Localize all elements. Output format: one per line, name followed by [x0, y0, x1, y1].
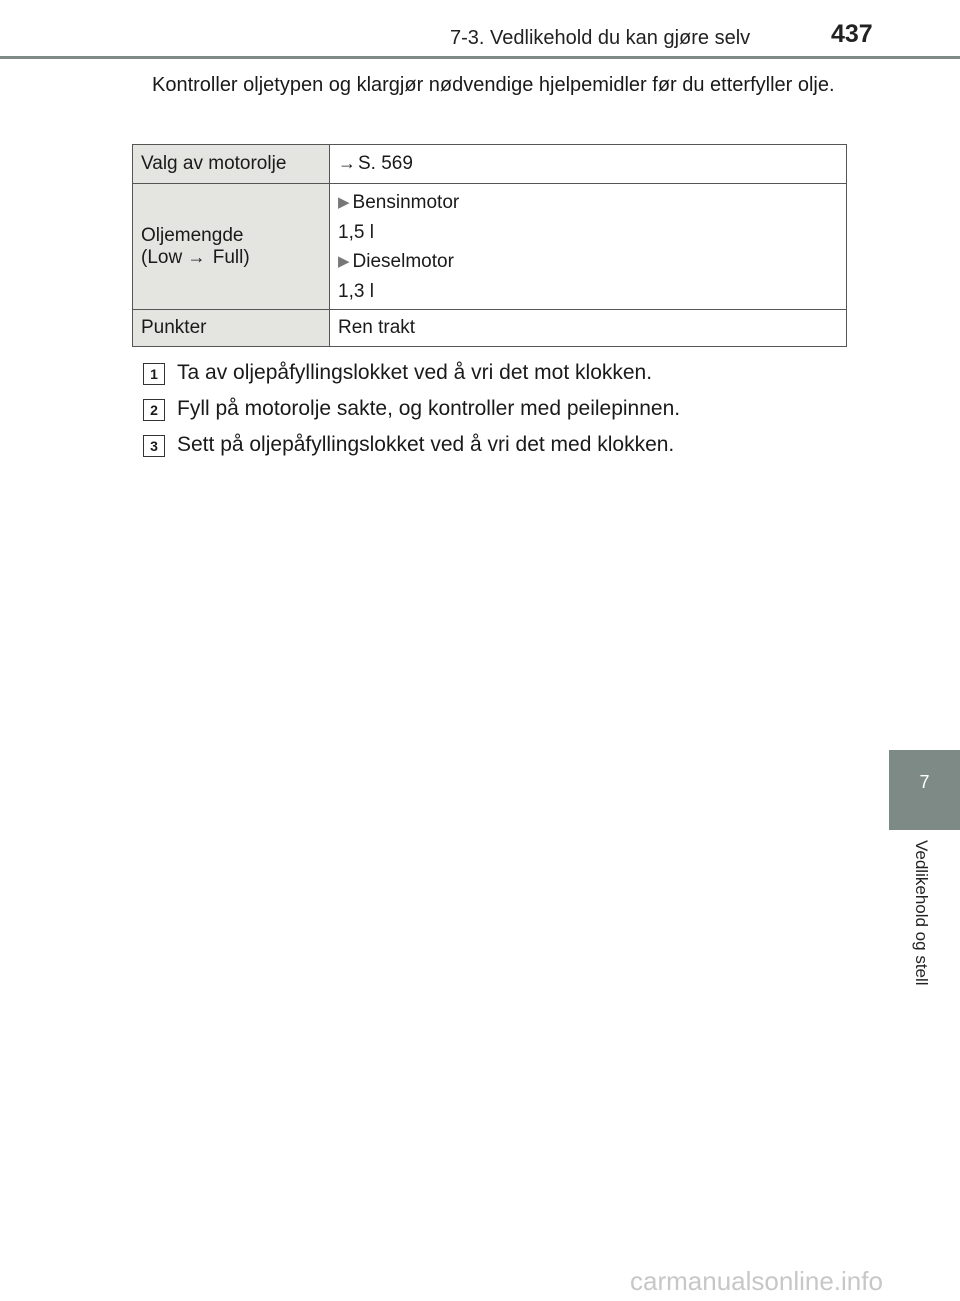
header-rule: [0, 56, 960, 59]
table-row: [133, 310, 847, 347]
step-number-badge: 2: [143, 399, 165, 421]
row-label-items: Punkter: [133, 310, 330, 347]
row-value-oil-quantity: [330, 184, 847, 310]
range-full: Full): [212, 246, 250, 268]
engine-type-diesel: [338, 247, 838, 277]
row-label-oil-quantity: [133, 184, 330, 310]
step-number-badge: 1: [143, 363, 165, 385]
engine-label-diesel: Dieselmotor: [352, 250, 454, 272]
oil-quantity-label: Oljemengde: [141, 224, 244, 246]
step-number-badge: 3: [143, 435, 165, 457]
watermark: carmanualsonline.info: [630, 1266, 883, 1296]
step-text: Fyll på motorolje sakte, og kontroller med peilepinnen.: [177, 397, 681, 420]
list-item: [143, 360, 903, 396]
range-low: (Low: [141, 246, 183, 268]
arrow-right-icon: →: [338, 153, 356, 173]
page-reference-link[interactable]: S. 569: [358, 153, 413, 174]
amount-diesel: 1,3 l: [338, 280, 374, 302]
list-item: [143, 432, 903, 468]
page-header: [0, 0, 960, 60]
section-title: 7-3. Vedlikehold du kan gjøre selv: [450, 27, 751, 49]
step-list: [143, 360, 903, 468]
row-value-items: Ren trakt: [330, 310, 847, 347]
triangle-bullet-icon: ▶: [338, 252, 350, 270]
chapter-tab[interactable]: [889, 750, 960, 830]
page-number: 437: [831, 20, 873, 48]
engine-type-petrol: [338, 188, 838, 218]
table-row: [133, 184, 847, 310]
row-value-oil-type: [330, 145, 847, 184]
amount-petrol: 1,5 l: [338, 221, 374, 243]
oil-spec-table: [132, 144, 847, 347]
oil-quantity-range: [141, 247, 321, 269]
row-label-oil-type: Valg av motorolje: [133, 145, 330, 184]
table-row: [133, 145, 847, 184]
step-text: Sett på oljepåfyllingslokket ved å vri det med klokken.: [177, 433, 675, 456]
engine-label-petrol: Bensinmotor: [352, 191, 460, 213]
intro-paragraph: Kontroller oljetypen og klargjør nødvendige hjelpemidler før du etterfyller olje.: [152, 74, 835, 96]
triangle-bullet-icon: ▶: [338, 193, 350, 211]
list-item: [143, 396, 903, 432]
chapter-number: 7: [919, 772, 930, 792]
chapter-sidebar-label: Vedlikehold og stell: [912, 840, 931, 986]
arrow-right-icon: →: [187, 246, 206, 267]
step-text: Ta av oljepåfyllingslokket ved å vri det mot klokken.: [177, 361, 653, 384]
